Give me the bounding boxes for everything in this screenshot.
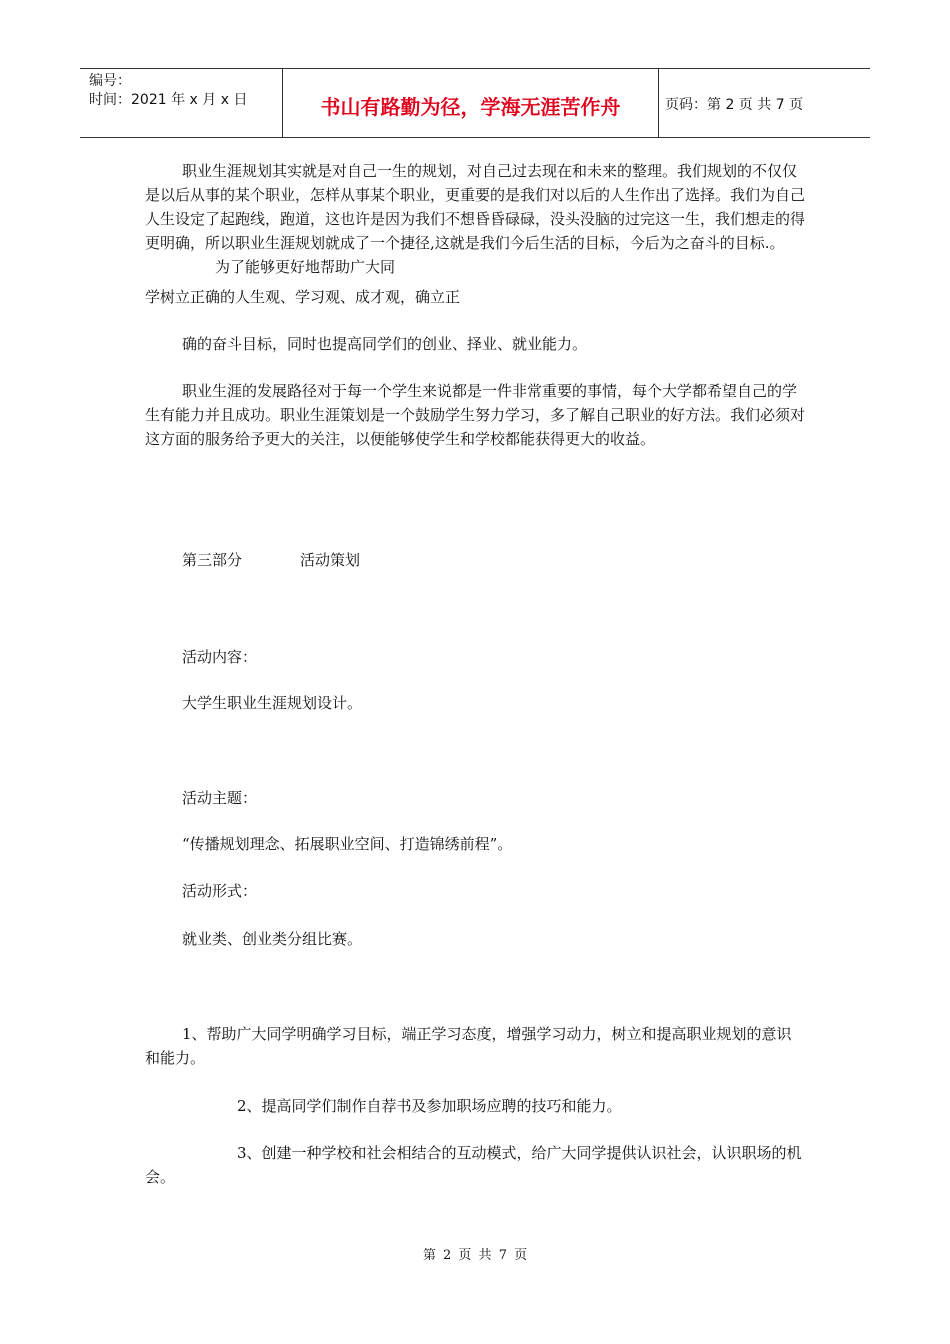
content-value: 大学生职业生涯规划设计。	[182, 694, 363, 712]
form-value: 就业类、创业类分组比赛。	[182, 930, 363, 948]
page-header	[80, 68, 870, 138]
career-paragraph: 职业生涯的发展路径对于每一个学生来说都是一件非常重要的事情，每个大学都希望自己的学生有能力并且成功。职业生涯策划是一个鼓励学生努力学习，多了解自己职业的好方法。我们必须对这方面的服务给予更大的关注，以便能够使学生和学校都能获得更大的收益。	[145, 382, 806, 448]
document-date: 时间：2021 年 x 月 x 日	[89, 92, 248, 108]
section-label: 第三部分	[182, 551, 243, 569]
form-label: 活动形式：	[182, 882, 258, 900]
header-page-cell	[659, 69, 870, 137]
intro-continuation: 学树立正确的人生观、学习观、成才观，确立正	[145, 288, 461, 306]
header-motto: 书山有路勤为径，学海无涯苦作舟	[320, 95, 621, 119]
header-motto-cell	[283, 69, 659, 137]
intro-paragraph	[145, 159, 805, 279]
goal-item-3: 3、创建一种学校和社会相结合的互动模式，给广大同学提供认识社会，认识职场的机会。	[145, 1144, 802, 1186]
header-page-info: 页码：第 2 页 共 7 页	[665, 97, 804, 113]
intro-paragraph-tail: 为了能够更好地帮助广大同	[215, 258, 396, 276]
section-title: 活动策划	[300, 551, 361, 569]
goal-item-1: 1、帮助广大同学明确学习目标，端正学习态度，增强学习动力，树立和提高职业规划的意识和能力。	[145, 1025, 792, 1067]
theme-label: 活动主题：	[182, 789, 258, 807]
intro-paragraph-text: 职业生涯规划其实就是对自己一生的规划，对自己过去现在和未来的整理。我们规划的不仅仅是以后从事的某个职业，怎样从事某个职业，更重要的是我们对以后的人生作出了选择。我们为自己人生设定了起跑线，跑道，这也许是因为我们不想昏昏碌碌，没头没脑的过完这一生，我们想走的得更明确，所以职业生涯规划就成了一个捷径,这就是我们今后生活的目标，今后为之奋斗的目标.。	[145, 162, 806, 252]
theme-value: “传播规划理念、拓展职业空间、打造锦绣前程”。	[182, 835, 513, 853]
section-heading	[182, 548, 360, 572]
goal-paragraph: 确的奋斗目标，同时也提高同学们的创业、择业、就业能力。	[182, 335, 588, 353]
content-label: 活动内容：	[182, 648, 258, 666]
page-footer: 第 2 页 共 7 页	[422, 1248, 528, 1263]
goal-item-2: 2、提高同学们制作自荐书及参加职场应聘的技巧和能力。	[237, 1097, 622, 1115]
document-number-label: 编号：	[89, 73, 131, 89]
header-meta-cell	[80, 69, 283, 137]
